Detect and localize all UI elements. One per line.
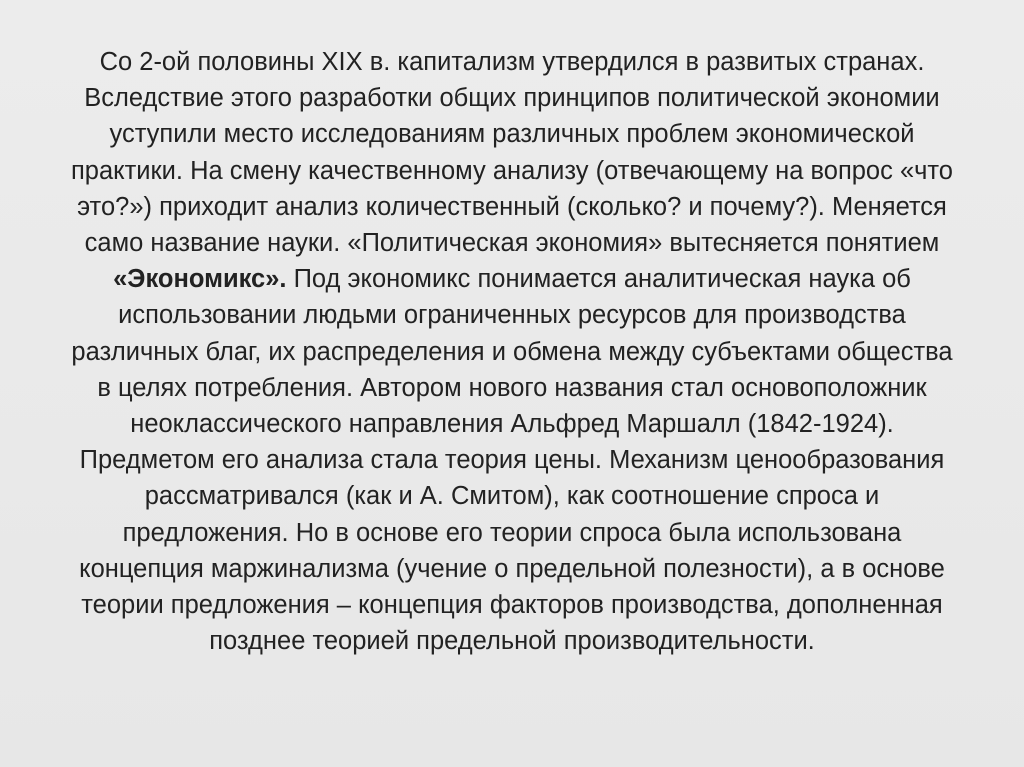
text-line: позднее теорией предельной производительности.	[209, 627, 815, 656]
term-definition-start: Под экономикс понимается аналитическая наука об	[286, 265, 911, 294]
text-line: неоклассического направления Альфред Маршалл (1842-1924).	[130, 410, 894, 439]
text-line: использовании людьми ограниченных ресурсов для производства	[118, 301, 906, 330]
text-line: предложения. Но в основе его теории спроса была использована	[122, 518, 902, 547]
text-line: различных благ, их распределения и обмена между субъектами общества	[71, 337, 953, 366]
text-line: это?») приходит анализ количественный (сколько? и почему?). Меняется	[77, 192, 947, 221]
text-line-term	[10, 261, 1014, 297]
term-economics: «Экономикс».	[113, 265, 287, 294]
text-line: само название науки. «Политическая экономия» вытесняется понятием	[84, 229, 940, 258]
slide-text	[10, 44, 1014, 659]
text-line: рассматривался (как и А. Смитом), как соотношение спроса и	[144, 482, 880, 511]
text-line: теории предложения – концепция факторов производства, дополненная	[81, 591, 943, 620]
text-line: уступили место исследованиям различных проблем экономической	[109, 120, 915, 149]
text-line: Со 2-ой половины XIX в. капитализм утвердился в развитых странах.	[99, 48, 925, 76]
text-line: в целях потребления. Автором нового названия стал основоположник	[97, 373, 927, 402]
text-line: Вследствие этого разработки общих принципов политической экономии	[84, 84, 940, 113]
text-line: концепция маржинализма (учение о предельной полезности), а в основе	[79, 554, 945, 583]
text-line: практики. На смену качественному анализу (отвечающему на вопрос «что	[70, 156, 953, 185]
text-line: Предметом его анализа стала теория цены. Механизм ценообразования	[79, 446, 945, 475]
